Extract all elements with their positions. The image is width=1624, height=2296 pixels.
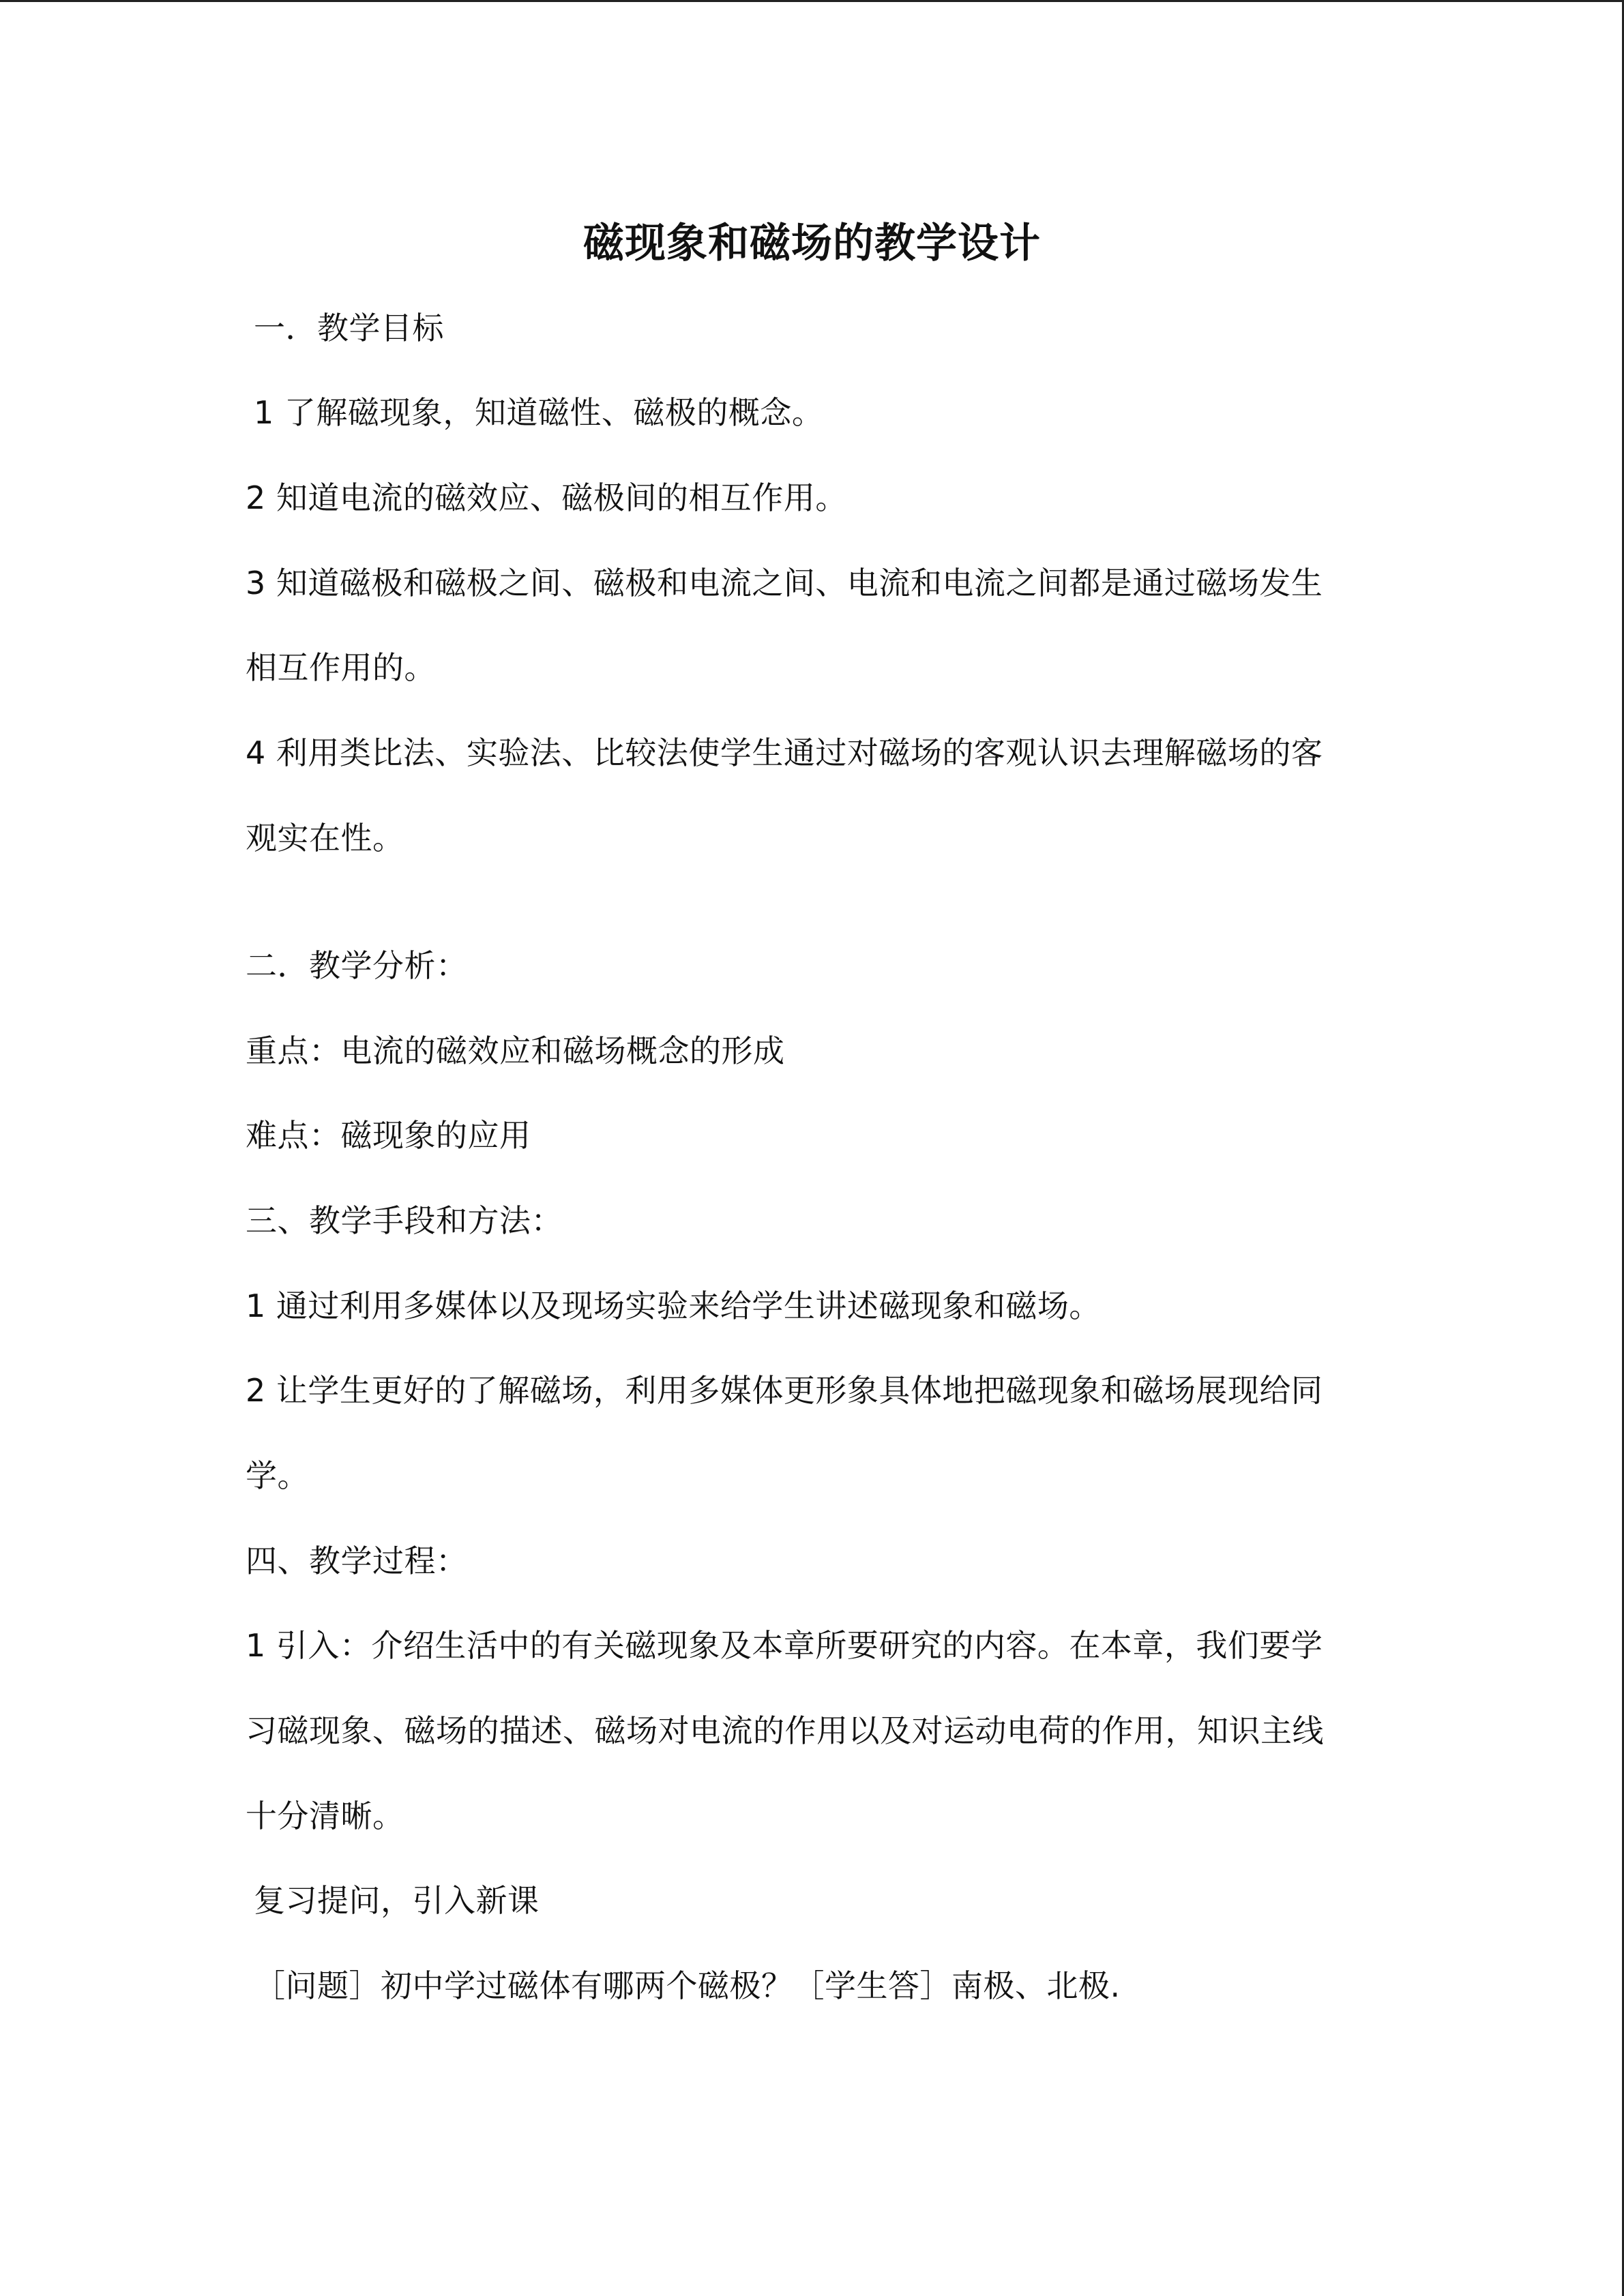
process-intro-line-2: 习磁现象、磁场的描述、磁场对电流的作用以及对运动电荷的作用，知识主线 bbox=[246, 1712, 1324, 1749]
analysis-difficulty: 难点：磁现象的应用 bbox=[246, 1117, 531, 1154]
analysis-key-point: 重点：电流的磁效应和磁场概念的形成 bbox=[246, 1032, 785, 1069]
process-intro-line-1: 1 引入：介绍生活中的有关磁现象及本章所要研究的内容。在本章，我们要学 bbox=[246, 1627, 1323, 1664]
document-title: 磁现象和磁场的教学设计 bbox=[583, 220, 1041, 267]
objective-line-4: 4 利用类比法、实验法、比较法使学生通过对磁场的客观认识去理解磁场的客 bbox=[246, 734, 1323, 771]
process-intro-line-3: 十分清晰。 bbox=[246, 1798, 404, 1834]
objective-line-3-cont: 相互作用的。 bbox=[246, 649, 436, 686]
objective-line-1: 1 了解磁现象，知道磁性、磁极的概念。 bbox=[254, 394, 824, 431]
methods-line-2-cont: 学。 bbox=[246, 1457, 309, 1494]
objective-line-3: 3 知道磁极和磁极之间、磁极和电流之间、电流和电流之间都是通过磁场发生 bbox=[246, 565, 1323, 601]
section-heading-methods: 三、教学手段和方法： bbox=[246, 1202, 563, 1239]
process-question-line: ［问题］初中学过磁体有哪两个磁极？［学生答］南极、北极. bbox=[254, 1967, 1121, 2004]
methods-line-1: 1 通过利用多媒体以及现场实验来给学生讲述磁现象和磁场。 bbox=[246, 1287, 1101, 1324]
page-border-top bbox=[0, 0, 1624, 2]
objective-line-4-cont: 观实在性。 bbox=[246, 820, 404, 856]
section-heading-process: 四、教学过程： bbox=[246, 1542, 468, 1579]
objective-line-2: 2 知道电流的磁效应、磁极间的相互作用。 bbox=[246, 479, 847, 516]
methods-line-2: 2 让学生更好的了解磁场，利用多媒体更形象具体地把磁现象和磁场展现给同 bbox=[246, 1372, 1323, 1409]
process-review-heading: 复习提问，引入新课 bbox=[254, 1882, 540, 1919]
section-heading-objectives: 一．教学目标 bbox=[254, 310, 444, 346]
section-heading-analysis: 二．教学分析： bbox=[246, 947, 468, 984]
